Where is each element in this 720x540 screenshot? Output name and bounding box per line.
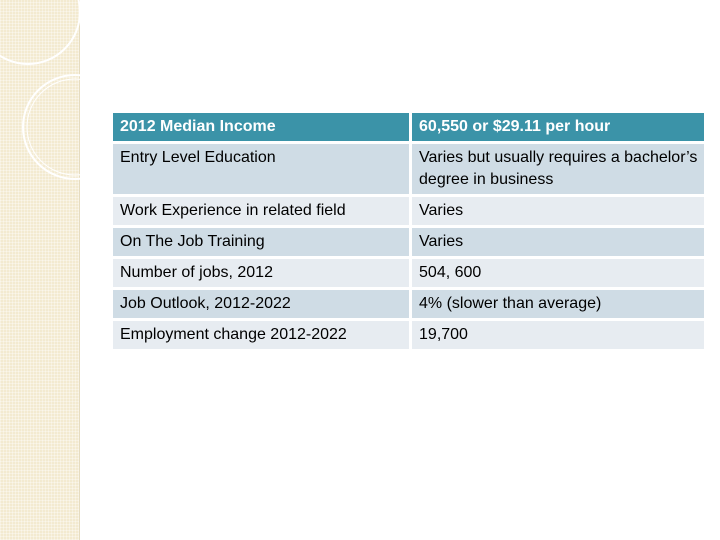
- row-label: Entry Level Education: [113, 144, 412, 197]
- row-label: Work Experience in related field: [113, 197, 412, 228]
- occupation-info-table: [113, 113, 704, 352]
- row-value: 504, 600: [412, 259, 704, 290]
- row-value: Varies but usually requires a bachelor’s degree in business: [412, 144, 704, 197]
- table-row: [113, 228, 704, 259]
- table-row: [113, 259, 704, 290]
- row-label: On The Job Training: [113, 228, 412, 259]
- row-value: Varies: [412, 197, 704, 228]
- row-value: 4% (slower than average): [412, 290, 704, 321]
- table-header-row: [113, 113, 704, 144]
- header-value: 60,550 or $29.11 per hour: [412, 113, 704, 144]
- table-row: [113, 144, 704, 197]
- row-value: 19,700: [412, 321, 704, 352]
- row-value: Varies: [412, 228, 704, 259]
- row-label: Job Outlook, 2012-2022: [113, 290, 412, 321]
- decorative-circles: [0, 0, 120, 200]
- table-row: [113, 290, 704, 321]
- row-label: Number of jobs, 2012: [113, 259, 412, 290]
- header-label: 2012 Median Income: [113, 113, 412, 144]
- table-row: [113, 321, 704, 352]
- row-label: Employment change 2012-2022: [113, 321, 412, 352]
- table-row: [113, 197, 704, 228]
